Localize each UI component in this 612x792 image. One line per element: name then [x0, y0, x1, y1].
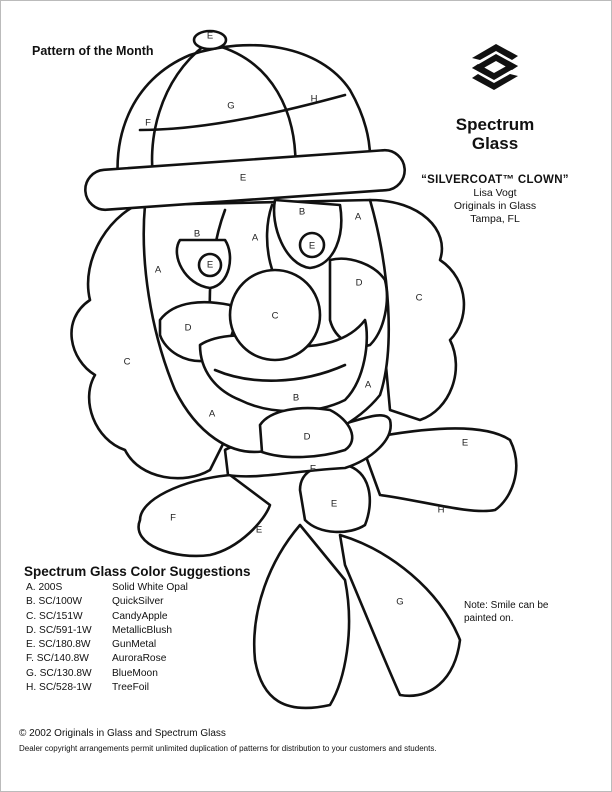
color-code: F. SC/140.8W [26, 653, 89, 665]
region-label-eye-left-b: B [193, 228, 201, 240]
color-name: Solid White Opal [112, 582, 188, 593]
region-label-hat-button: E [206, 30, 214, 42]
region-label-hat-f: F [145, 117, 151, 129]
color-code: A. 200S [26, 582, 63, 593]
region-label-a-left: A [154, 264, 162, 276]
brand-name-line1: Spectrum [455, 115, 535, 134]
bow-left-loop [139, 475, 270, 556]
pattern-location: Tampa, FL [470, 213, 520, 225]
pattern-company: Originals in Glass [453, 200, 537, 212]
region-label-d-right: D [355, 277, 363, 289]
pattern-title: “SILVERCOAT™ CLOWN” [421, 174, 569, 186]
color-name: CandyApple [112, 610, 168, 622]
region-label-h-tail: G [396, 596, 404, 608]
color-item [26, 624, 232, 638]
region-label-eye-right-e: E [308, 240, 316, 252]
color-name: MetallicBlush [112, 624, 173, 636]
bow-left-tail [254, 525, 349, 708]
region-label-e-knot: E [330, 498, 338, 510]
brand-name-line2: Glass [471, 134, 519, 153]
region-label-e-bow-far-right: H [437, 504, 445, 516]
color-name: GunMetal [112, 639, 157, 651]
region-label-e-bow-right: E [461, 437, 469, 449]
color-item [26, 667, 232, 681]
dealer-note: Dealer copyright arrangements permit unlimited duplication of patterns for distribution to your customers and students. [19, 744, 437, 753]
color-suggestions-list [26, 581, 232, 695]
region-label-e-collar: E [309, 463, 317, 475]
bow-right-tail [340, 535, 460, 696]
region-label-eye-left-e: E [206, 259, 214, 271]
region-label-c-hair-left: C [123, 356, 131, 368]
color-code: H. SC/528-1W [26, 682, 92, 694]
color-item [26, 595, 232, 609]
color-item [26, 681, 232, 695]
region-label-hat-g: G [227, 100, 235, 112]
color-name: TreeFoil [112, 682, 149, 694]
color-code: G. SC/130.8W [26, 667, 92, 679]
color-name: BlueMoon [112, 667, 158, 679]
color-item [26, 652, 232, 666]
pattern-designer: Lisa Vogt [473, 187, 517, 199]
region-label-f-bow: E [255, 524, 263, 536]
region-label-b-mouth: B [292, 392, 300, 404]
color-item [26, 610, 232, 624]
region-label-a-chin-left: A [208, 408, 216, 420]
region-label-d-chin: D [303, 431, 311, 443]
color-name: AuroraRose [112, 653, 167, 665]
color-item [26, 581, 232, 595]
page-title: Pattern of the Month [32, 44, 154, 58]
region-label-brim: E [239, 172, 247, 184]
region-label-a-top: A [354, 211, 362, 223]
color-item [26, 638, 232, 652]
color-code: E. SC/180.8W [26, 639, 91, 651]
smile-note: Note: Smile can be painted on. [464, 600, 549, 624]
region-label-c-hair-right: C [415, 292, 423, 304]
region-label-d-left: D [184, 322, 192, 334]
region-label-hat-h: H [310, 93, 318, 105]
color-code: D. SC/591-1W [26, 624, 92, 636]
color-code: C. SC/151W [26, 610, 83, 622]
region-label-a-center: A [251, 232, 259, 244]
region-label-a-chin-right: A [364, 379, 372, 391]
region-label-c-nose: C [271, 310, 279, 322]
color-code: B. SC/100W [26, 596, 83, 608]
color-suggestions-heading: Spectrum Glass Color Suggestions [24, 564, 251, 579]
color-name: QuickSilver [112, 596, 164, 608]
region-label-e-bow-left: F [170, 512, 176, 524]
region-label-eye-right-b: B [298, 206, 306, 218]
copyright-line: © 2002 Originals in Glass and Spectrum Glass [19, 728, 226, 739]
